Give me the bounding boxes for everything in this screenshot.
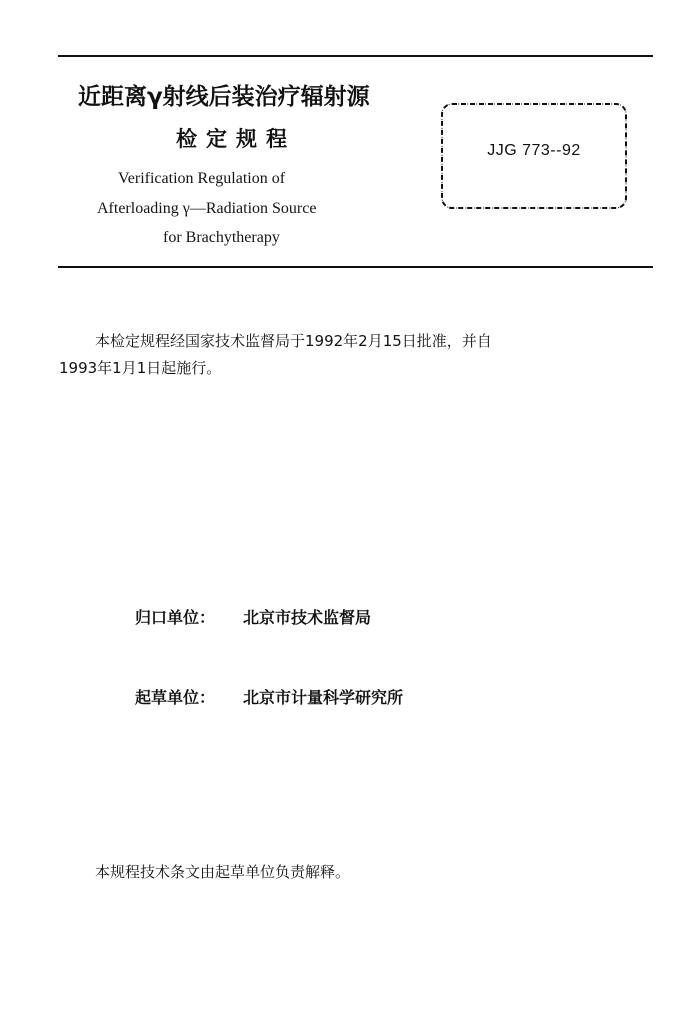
title-english-line2: Afterloading γ—Radiation Source xyxy=(97,200,317,217)
responsible-unit-row xyxy=(135,605,371,628)
drafting-unit-row xyxy=(135,685,403,708)
title-chinese-line1: 近距离γ射线后装治疗辐射源 xyxy=(78,84,370,110)
title-chinese-line2: 检定规程 xyxy=(176,127,296,151)
title-english-line3: for Brachytherapy xyxy=(163,229,280,246)
title-english-line1: Verification Regulation of xyxy=(118,170,286,187)
regulation-code-box xyxy=(438,98,630,214)
regulation-code: JJG 773--92 xyxy=(487,142,581,159)
drafting-unit-label: 起草单位： xyxy=(135,688,216,707)
responsible-unit-label: 归口单位： xyxy=(135,608,216,627)
responsible-unit-value: 北京市技术监督局 xyxy=(243,608,372,627)
interpretation-note: 本规程技术条文由起草单位负责解释。 xyxy=(95,863,351,881)
top-rule xyxy=(58,55,653,57)
drafting-unit-value: 北京市计量科学研究所 xyxy=(243,688,404,707)
approval-line2: 1993年1月1日起施行。 xyxy=(59,359,222,377)
approval-line1: 本检定规程经国家技术监督局于1992年2月15日批准，并自 xyxy=(95,332,492,350)
bottom-rule xyxy=(58,266,653,268)
